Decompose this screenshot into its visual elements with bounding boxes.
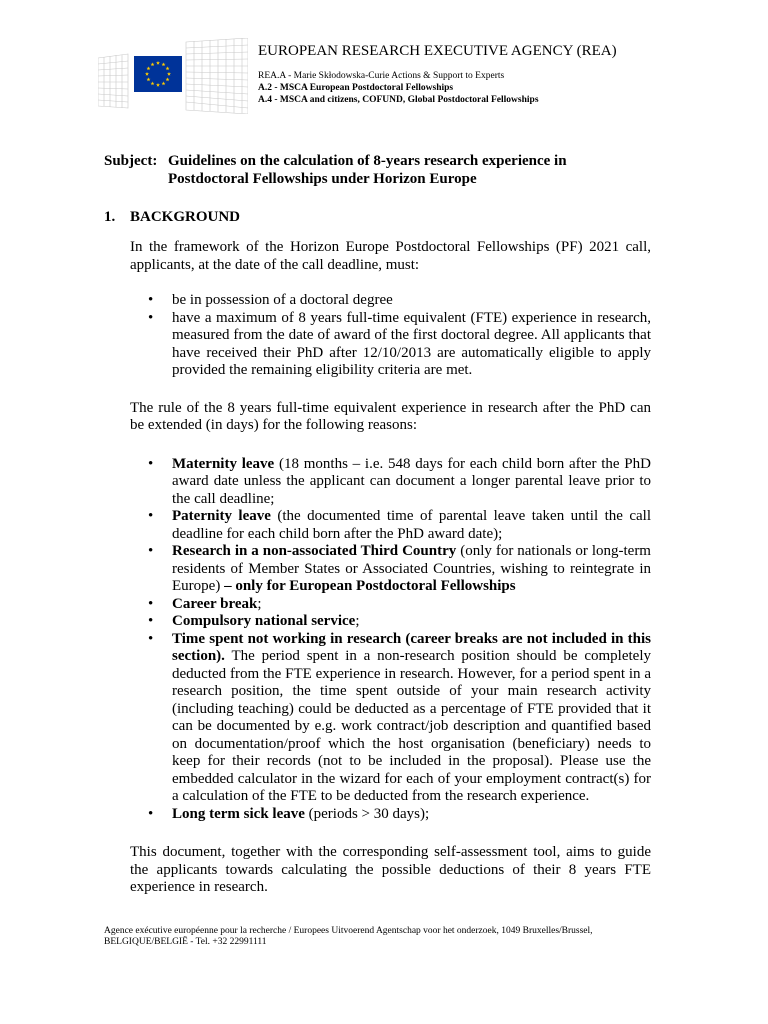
document-body (130, 239, 651, 897)
subject-line: Guidelines on the calculation of 8-years research experience in (168, 153, 567, 169)
bullet-icon: • (148, 543, 154, 559)
list-item: • Long term sick leave (periods > 30 days); (148, 805, 430, 822)
bullet-icon: • (148, 613, 154, 629)
list-item: • Time spent not working in research (career breaks are not included in this section). The period spent in a non-research position should be completely deducted from the FTE experience in research. However, for a period spent in a research position, the time spent outside of your main research activity (including teaching) could be deducted as a percentage of FTE provided that it can be documented by e.g. work contract/job description and quantified based on documentation/proof which the host organisation (beneficiary) needs to keep for their records (not to be included in the proposal). Please use the embedded calculator in the wizard for each of your employment contract(s) for a calculation of the FTE to be deducted from the research experience. (148, 630, 651, 804)
bullet-icon: • (148, 805, 154, 822)
reasons-list (130, 456, 651, 824)
list-item: • be in possession of a doctoral degree (148, 292, 393, 308)
subject-label: Subject: (104, 153, 158, 169)
unit-line: A.4 - MSCA and citizens, COFUND, Global Postdoctoral Fellowships (258, 95, 539, 105)
section-heading (104, 208, 240, 226)
bullet-icon: • (148, 508, 154, 524)
section-title: BACKGROUND (130, 209, 241, 225)
bullet-icon: • (148, 309, 154, 326)
unit-line: REA.A - Marie Skłodowska-Curie Actions & Support to Experts (258, 71, 505, 81)
subject-line: Postdoctoral Fellowships under Horizon Europe (168, 171, 477, 187)
bullet-icon: • (148, 455, 154, 472)
section-number: 1. (104, 209, 116, 225)
list-item: • Maternity leave (18 months – i.e. 548 days for each child born after the PhD award date unless the applicant can document a longer parental leave prior to the call deadline; (148, 455, 651, 507)
bullet-icon: • (148, 630, 154, 647)
agency-name: EUROPEAN RESEARCH EXECUTIVE AGENCY (REA) (258, 43, 617, 59)
list-item: • Research in a non-associated Third Country (only for nationals or long-term residents of Member States or Associated Countries, wishing to reintegrate in Europe) – only for European Postdoctoral Fellowships (148, 543, 651, 594)
list-item: • Compulsory national service; (148, 613, 360, 629)
european-commission-logo (98, 38, 248, 114)
unit-list (258, 70, 539, 106)
intro-paragraph: In the framework of the Horizon Europe Postdoctoral Fellowships (PF) 2021 call, applicants, at the date of the call deadline, must: (130, 239, 651, 273)
bullet-icon: • (148, 595, 154, 612)
rule-paragraph: The rule of the 8 years full-time equivalent experience in research after the PhD can be extended (in days) for the following reasons: (130, 399, 651, 433)
bullet-icon: • (148, 292, 154, 308)
list-item: • Paternity leave (the documented time of parental leave taken until the call deadline for each child born after the PhD award date); (148, 508, 651, 542)
subject (104, 152, 567, 188)
closing-paragraph: This document, together with the corresponding self-assessment tool, aims to guide the applicants towards calculating the possible deductions of their 8 years FTE experience in research. (130, 844, 651, 895)
footer-address: Agence exécutive européenne pour la recherche / Europees Uitvoerend Agentschap voor het onderzoek, 1049 Bruxelles/Brussel, BELGIQUE/BELGIË - Tel. +32 22991111 (104, 926, 593, 947)
list-item: • have a maximum of 8 years full-time equivalent (FTE) experience in research, measured from the date of award of the first doctoral degree. All applicants that have received their PhD after 12/10/2013 are automatically eligible to apply provided the remaining eligibility criteria are met. (148, 309, 651, 378)
list-item: • Career break; (148, 595, 262, 612)
requirements-list (130, 292, 651, 380)
unit-line: A.2 - MSCA European Postdoctoral Fellowships (258, 83, 454, 93)
